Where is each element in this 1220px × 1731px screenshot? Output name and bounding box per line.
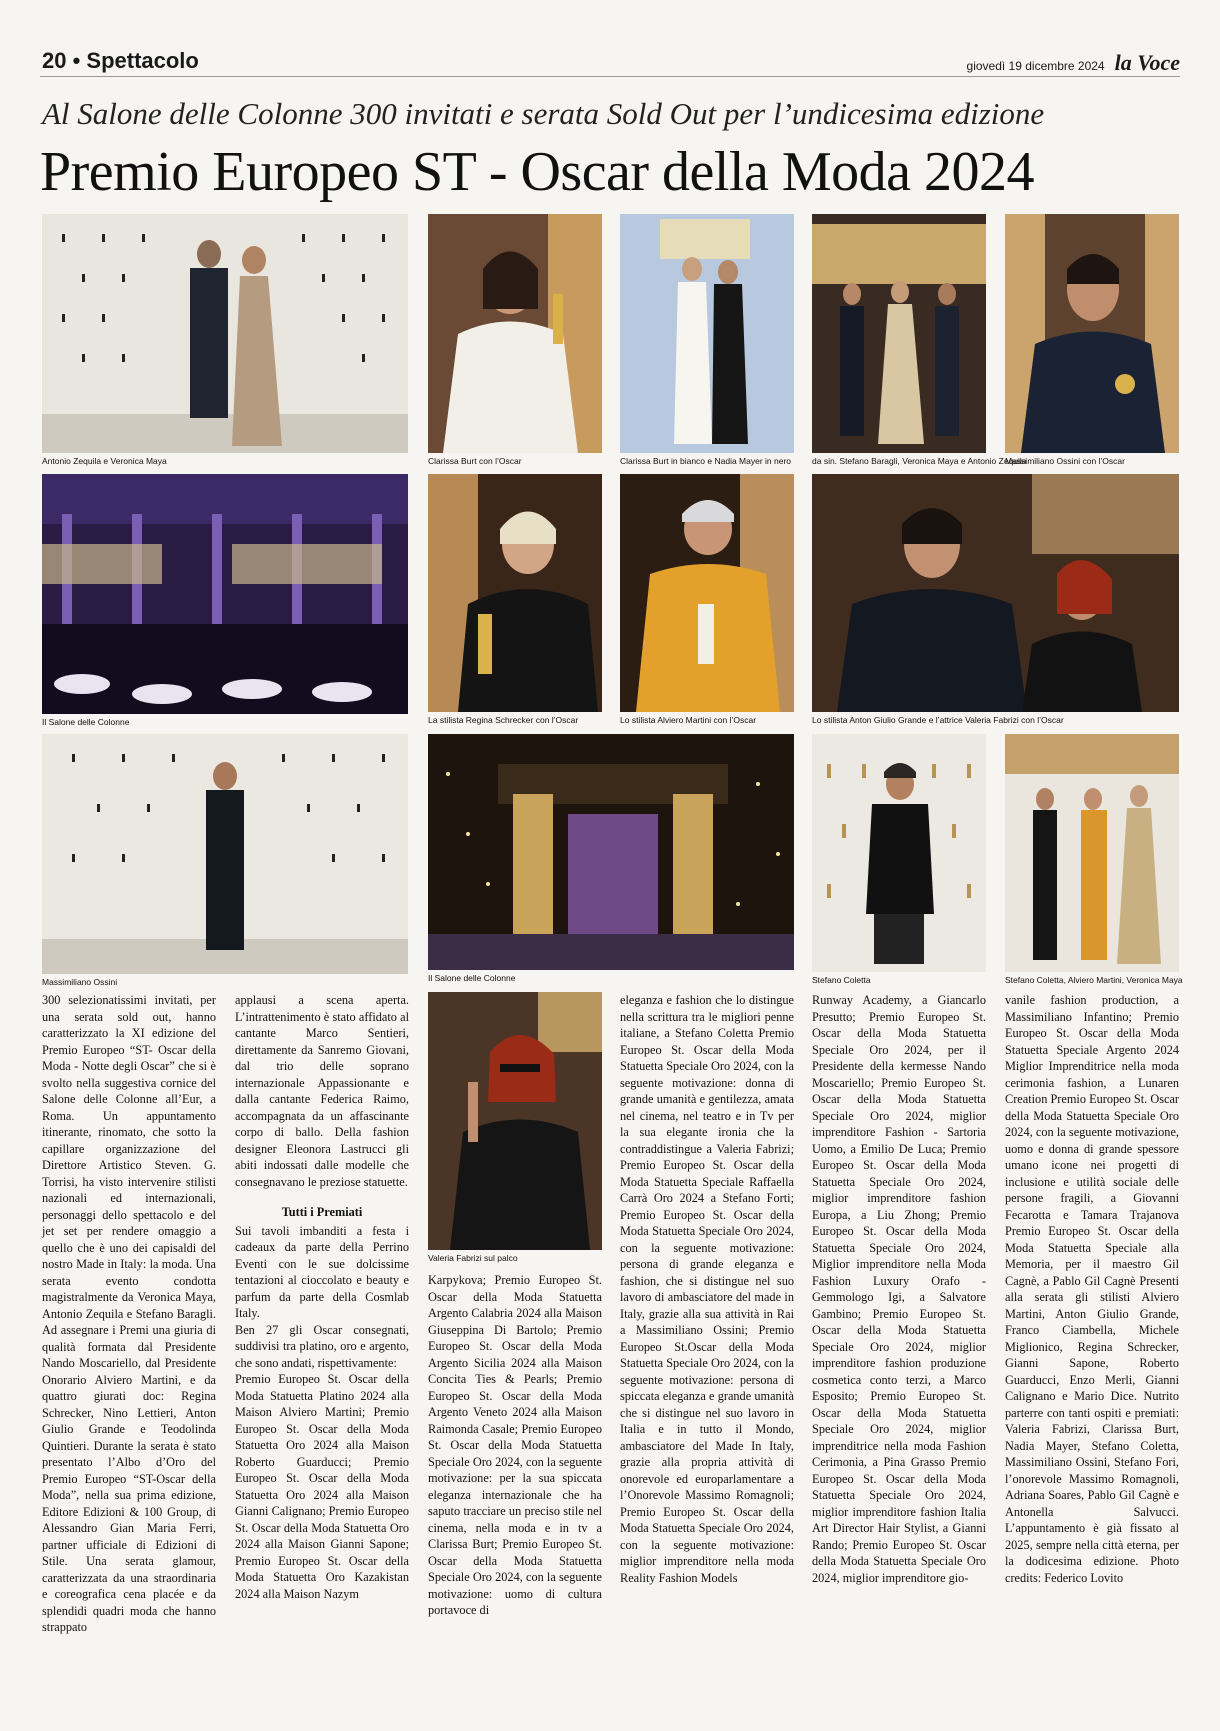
body-paragraph: 300 selezionatissimi invitati, per una serata sold out, hanno caratterizzato la XI edizione del Premio Europeo “ST- Oscar della Moda - Notte degli Oscar” che si è svolto nella suggestiva cornice del Salone delle Colonne all’Eur, a Roma. Un appuntamento itinerante, rinomato, che sotto la capillare organizzazione del Direttore Artistico Steven. G. Torrisi, ha visto intervenire stilisti nazionali ed internazionali, personaggi dello spettacolo e del jet set per rendere omaggio a quello che è uno dei capisaldi del nostro Made in Italy: la moda. Una serata evento condotta magistralmente da Veronica Maya, Antonio Zequila e Stefano Baragli. Ad assegnare i Premi una giuria di qualità formata dal Presidente Nando Moscariello, dal Presidente Onorario Alviero Martini, e da quattro giurati doc: Regina Schrecker, Nino Lettieri, Anton Giulio Grande e Teodolinda Quintieri. Durante la serata è stato presentato l’Albo d’Oro del Premio Europeo “ST-Oscar della Moda”, nella sua prima edizione, Editore Edizioni & 100 Group, di Alessandro Gian Maria Ferri, partner ufficiale di Edizioni di Stile. Una serata glamour, caratterizzata da una straordinaria e coreografica cena placée e da splendidi quadri moda che hanno strappato — [42, 993, 216, 1634]
photo-clarissa-burt — [428, 214, 602, 453]
photo-massimiliano-ossini — [42, 734, 408, 974]
masthead — [967, 50, 1180, 76]
photo-caption: Lo stilista Anton Giulio Grande e l’attrice Valeria Fabrizi con l’Oscar — [812, 715, 1064, 725]
photo-caption: Massimiliano Ossini con l’Oscar — [1005, 456, 1125, 466]
photo-caption: Antonio Zequila e Veronica Maya — [42, 456, 167, 466]
text-column-4 — [620, 992, 794, 1586]
body-paragraph: Ben 27 gli Oscar consegnati, suddivisi tra platino, oro e argento, che sono andati, rispettivamente: — [235, 1322, 409, 1370]
body-paragraph: Karpykova; Premio Europeo St. Oscar della Moda Statuetta Argento Calabria 2024 alla Maison Giuseppina Di Bartolo; Premio Europeo St. Oscar della Moda Argento Sicilia 2024 alla Maison Concita Ties & Pearls; Premio Europeo St. Oscar della Moda Argento Veneto 2024 alla Maison Raimonda Casale; Premio Europeo St. Oscar della Moda Statuetta Speciale Oro 2024, con la seguente motivazione: per la sua spiccata eleganza internazionale che ha saputo tracciare un preciso stile nel cinema, nella moda e in tv a Clarissa Burt; Premio Europeo St. Oscar della Moda Statuetta Speciale Oro 2024, con la seguente motivazione: uomo di cultura portavoce di — [428, 1273, 602, 1617]
photo-caption: Il Salone delle Colonne — [42, 717, 130, 727]
photo-caption: Clarissa Burt in bianco e Nadia Mayer in nero — [620, 456, 792, 466]
photo-caption: da sin. Stefano Baragli, Veronica Maya e Antonio Zequila — [812, 456, 1027, 466]
photo-alviero-martini — [620, 474, 794, 712]
photo-coletta-martini-maya — [1005, 734, 1179, 972]
photo-burt-mayer — [620, 214, 794, 453]
text-column-3 — [428, 1272, 602, 1619]
photo-grande-fabrizi — [812, 474, 1179, 712]
photo-ossini-oscar — [1005, 214, 1179, 453]
photo-caption: Lo stilista Alviero Martini con l’Oscar — [620, 715, 757, 725]
text-column-2 — [235, 992, 409, 1602]
body-paragraph: Sui tavoli imbanditi a festa i cadeaux da parte della Perrino Eventi con le sue dolcissime tentazioni al cioccolato e beauty e parfum da parte della Cosmlab Italy. — [235, 1223, 409, 1320]
subheading-premiati: Tutti i Premiati — [281, 1205, 363, 1219]
body-paragraph: Premio Europeo St. Oscar della Moda Statuetta Platino 2024 alla Maison Alviero Martini; Premio Europeo St. Oscar della Moda Statuetta Oro 2024 alla Maison Roberto Guarducci; Premio Europeo St. Oscar della Moda Statuetta Oro 2024 alla Maison Gianni Calignano; Premio Europeo St. Oscar della Moda Statuetta Oro 2024 alla Maison Gianni Sapone; Premio Europeo St. Oscar della Moda Statuetta Oro Kazakistan 2024 alla Maison Nazym — [235, 1372, 409, 1601]
photo-stefano-coletta — [812, 734, 986, 972]
photo-caption: Il Salone delle Colonne — [428, 973, 516, 983]
text-column-5 — [812, 992, 986, 1586]
newspaper-logo: la Voce — [1114, 50, 1180, 75]
photo-valeria-fabrizi-palco — [428, 992, 602, 1250]
photo-zequila-maya — [42, 214, 408, 453]
photo-salone-colonne-esterno — [428, 734, 794, 970]
body-paragraph: Runway Academy, a Giancarlo Presutto; Premio Europeo St. Oscar della Moda Statuetta Speciale Oro 2024, per il Presidente della kermesse Nando Moscariello; Premio Europeo St. Oscar della Moda Statuetta Speciale Oro 2024, miglior imprenditore Fashion - Sartoria Uomo, a Emilio De Luca; Premio Europeo St. Oscar della Moda Statuetta Speciale Oro 2024, miglior imprenditore fashion Europa, a Liu Zhong; Premio Europeo St. Oscar della Moda Statuetta Speciale Oro 2024, Miglior imprenditore nella Moda Fashion Luxury Orafo - Gemmologo Igi, a Salvatore Gambino; Premio Europeo St. Oscar della Moda Statuetta Speciale Oro 2024, miglior imprenditore fashion produzione cosmetica conto terzi, a Marco Esposito; Premio Europeo St. Oscar della Moda Statuetta Speciale Oro 2024, miglior imprenditrice nella moda Fashion Cerimonia, a Pina Grasso Premio Europeo St. Oscar della Moda Statuetta Speciale Oro 2024, miglior imprenditore fashion Italia Art Director Hair Stylist, a Gianni Rando; Premio Europeo St. Oscar della Moda Statuetta Speciale Oro 2024, miglior imprenditore gio- — [812, 993, 986, 1585]
photo-caption: Stefano Coletta — [812, 975, 871, 985]
header-rule — [40, 76, 1180, 77]
issue-date: giovedì 19 dicembre 2024 — [966, 59, 1105, 73]
article-kicker: Al Salone delle Colonne 300 invitati e serata Sold Out per l’undicesima edizione — [42, 96, 1045, 131]
article-title: Premio Europeo ST - Oscar della Moda 2024 — [40, 141, 1035, 203]
photo-salone-colonne-interno — [42, 474, 408, 714]
photo-caption: Clarissa Burt con l’Oscar — [428, 456, 522, 466]
photo-caption: Valeria Fabrizi sul palco — [428, 1253, 518, 1263]
body-paragraph: applausi a scena aperta. L’intrattenimento è stato affidato al cantante Marco Sentieri, direttamente da Sanremo Giovani, dal trio delle soprano internazionale Appassionante e dalla cantante Federica Raimo, accompagnata da un affascinante corpo di ballo. Della fashion designer Eleonora Lastrucci gli abiti indossati dalle modelle che consegnavano le preziose statuette. — [235, 993, 409, 1189]
text-column-1 — [42, 992, 216, 1636]
photo-regina-schrecker — [428, 474, 602, 712]
body-paragraph: eleganza e fashion che lo distingue nella scrittura tra le migliori penne italiane, a Stefano Coletta Premio Europeo St. Oscar della Moda Statuetta Speciale Oro 2024, con la seguente motivazione: donna di grande umanità e gentilezza, amata nel cinema, nel teatro e in Tv per la sua elegante ironia che la contraddistingue a Valeria Fabrizi; Premio Europeo St. Oscar della Moda Statuetta Speciale Raffaella Carrà Oro 2024 a Stefano Forti; Premio Europeo St. Oscar della Moda Statuetta Speciale Oro 2024, con la seguente motivazione: persona di grande eleganza e fashion, che si distingue nel suo lavoro di ambasciatore del made in Italy, grazie alla sua attività in Rai a Massimiliano Ossini; Premio Europeo St.Oscar della Moda Statuetta Speciale Oro 2024, con la seguente motivazione: persona di spiccata eleganza e grande umanità che si distingue nel suo lavoro in Italia e in tutto il Mondo, ambasciatore del Made In Italy, grazie alla propria attività di onorevole ed europarlamentare a l’Onorevole Massimo Romagnoli; Premio Europeo St. Oscar della Moda Statuetta Speciale Oro 2024, con la seguente motivazione: miglior imprenditore nella moda Reality Fashion Models — [620, 993, 794, 1585]
text-column-6 — [1005, 992, 1179, 1586]
body-paragraph: vanile fashion production, a Massimiliano Infantino; Premio Europeo St. Oscar della Moda Statuetta Speciale Argento 2024 Miglior Imprenditrice nella moda cerimonia fashion, a Lunaren Creation Premio Europeo St. Oscar della Moda Statuetta Speciale Oro 2024, con la seguente motivazione, uomo e donna di grande spessore umano icone nei progetti di inclusione e utilità sociale delle persone fragili, a Giovanni Fecarotta e Tamara Trajanova Premio Europeo St. Oscar della Moda Statuetta Speciale alla Memoria, per il maestro Gil Cagnè, a Pablo Gil Cagnè Presenti alla serata gli stilisti Alviero Martini, Anton Giulio Grande, Franco Ciambella, Michele Miglionico, Regina Schrecker, Gianni Sapone, Roberto Guarducci, Enzo Merli, Gianni Calignano e Mario Dice. Nutrito parterre con tanti ospiti e premiati: Valeria Fabrizi, Clarissa Burt, Nadia Mayer, Stefano Coletta, Massimiliano Ossini, Stefano Fori, l’onorevole Massimo Romagnoli, Adriana Soares, Pablo Gil Cagnè e Antonella Salvucci. L’appuntamento è già fissato al 2025, sempre nella città eterna, per la dodicesima edizione. Photo credits: Federico Lovito — [1005, 993, 1179, 1585]
page-section-label: 20 • Spettacolo — [42, 48, 199, 73]
photo-caption: Stefano Coletta, Alviero Martini, Veronica Maya — [1005, 975, 1183, 985]
photo-baragli-maya-zequila — [812, 214, 986, 453]
photo-caption: La stilista Regina Schrecker con l’Oscar — [428, 715, 579, 725]
photo-caption: Massimiliano Ossini — [42, 977, 118, 987]
